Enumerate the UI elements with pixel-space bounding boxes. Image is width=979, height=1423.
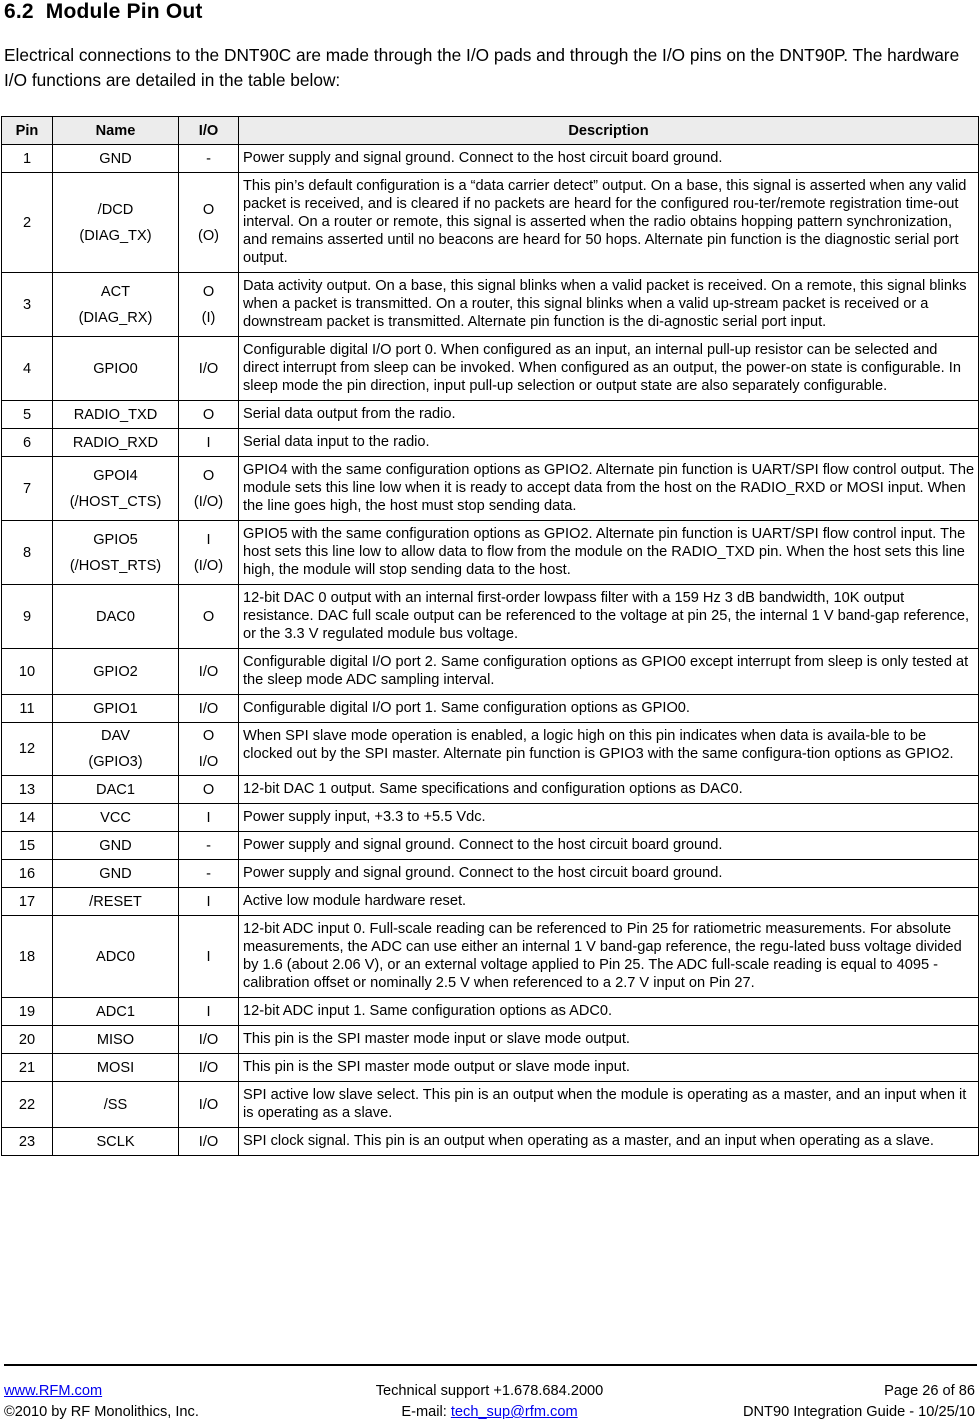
name-cell xyxy=(53,916,179,998)
name-cell xyxy=(53,832,179,860)
pin-io: O xyxy=(202,283,215,300)
pin-description: Power supply and signal ground. Connect to the host circuit board ground. xyxy=(243,150,723,166)
pin-description: Active low module hardware reset. xyxy=(243,893,467,909)
name-cell xyxy=(53,273,179,337)
pin-description: This pin is the SPI master mode output or slave mode input. xyxy=(243,1059,630,1075)
pin-name: GPIO0 xyxy=(93,360,138,377)
pin-number: 9 xyxy=(22,608,32,625)
pin-io-alt: (I) xyxy=(201,309,216,326)
io-cell xyxy=(179,1054,239,1082)
pin-description: 12-bit ADC input 1. Same configuration options as ADC0. xyxy=(243,1003,613,1019)
io-cell xyxy=(179,585,239,649)
pin-name: DAC1 xyxy=(96,781,135,798)
pin-number: 20 xyxy=(18,1031,36,1048)
pin-io: I xyxy=(206,948,211,965)
name-cell xyxy=(53,998,179,1026)
description-cell xyxy=(239,401,979,429)
pin-number: 5 xyxy=(22,406,32,423)
pin-name: MISO xyxy=(96,1031,135,1048)
pin-name-alt: (/HOST_CTS) xyxy=(69,493,162,510)
table-row xyxy=(2,804,979,832)
pin-name: RADIO_RXD xyxy=(72,434,159,451)
pin-number: 21 xyxy=(18,1059,36,1076)
pin-description: Power supply input, +3.3 to +5.5 Vdc. xyxy=(243,809,486,825)
pin-io: O xyxy=(202,608,215,625)
pin-io: I xyxy=(206,809,211,826)
pin-io-alt: (O) xyxy=(197,227,220,244)
section-number: 6.2 xyxy=(4,0,34,23)
pin-name: ADC0 xyxy=(96,948,135,965)
pin-io: I/O xyxy=(198,360,219,377)
description-cell xyxy=(239,649,979,695)
name-cell xyxy=(53,401,179,429)
pin-cell xyxy=(2,457,53,521)
name-cell xyxy=(53,457,179,521)
pin-name: GND xyxy=(99,837,132,854)
pin-description: Power supply and signal ground. Connect to the host circuit board ground. xyxy=(243,837,723,853)
pin-name: GPIO5 xyxy=(93,531,138,548)
pin-description: Configurable digital I/O port 0. When configured as an input, an internal pull-up resistor can be selected and direct interrupt from sleep can be invoked. When configured as an output, the power-on state is configurable. In sleep mode the pin direction, input pull-up selection or output state are also separately configurable. xyxy=(243,342,961,394)
pin-number: 6 xyxy=(22,434,32,451)
pin-number: 10 xyxy=(18,663,36,680)
table-row xyxy=(2,1026,979,1054)
pin-description: 12-bit ADC input 0. Full-scale reading can be referenced to Pin 25 for ratiometric measurements. For absolute measurements, the ADC can use either an internal 1 V band-gap reference, the regu-lated buss voltage divided by 1.6 (about 2.06 V), or an external voltage applied to Pin 25. The ADC full-scale reading is equal to 4095 - calibration offset or nominally 2.5 V when referenced to a 2.7 V input on Pin 27. xyxy=(243,921,962,991)
pin-name: VCC xyxy=(100,809,131,826)
pin-io: O xyxy=(202,781,215,798)
pin-number: 16 xyxy=(18,865,36,882)
pin-cell xyxy=(2,1082,53,1128)
pin-cell xyxy=(2,723,53,776)
pin-name: DAC0 xyxy=(96,608,135,625)
pin-description: 12-bit DAC 1 output. Same specifications and configuration options as DAC0. xyxy=(243,781,743,797)
name-cell xyxy=(53,337,179,401)
name-cell xyxy=(53,1128,179,1156)
table-row xyxy=(2,521,979,585)
description-cell xyxy=(239,1026,979,1054)
pin-number: 4 xyxy=(22,360,32,377)
pin-name: /RESET xyxy=(89,893,142,910)
pin-cell xyxy=(2,695,53,723)
description-cell xyxy=(239,457,979,521)
description-cell xyxy=(239,832,979,860)
description-cell xyxy=(239,1082,979,1128)
pin-name: RADIO_TXD xyxy=(73,406,158,423)
description-cell xyxy=(239,888,979,916)
io-cell xyxy=(179,804,239,832)
io-cell xyxy=(179,860,239,888)
website-link[interactable]: www.RFM.com xyxy=(4,1383,103,1399)
pin-number: 3 xyxy=(22,296,32,313)
pin-name-alt: (GPIO3) xyxy=(88,754,143,770)
pin-name: GPIO2 xyxy=(93,663,138,680)
pin-description: This pin is the SPI master mode input or slave mode output. xyxy=(243,1031,630,1047)
pin-io-alt: (I/O) xyxy=(193,557,224,574)
pin-io: I/O xyxy=(198,1059,219,1076)
description-cell xyxy=(239,429,979,457)
pin-name: MOSI xyxy=(96,1059,135,1076)
header-pin: Pin xyxy=(2,117,53,145)
pin-name: DAV xyxy=(101,728,130,744)
table-row xyxy=(2,998,979,1026)
pin-name: SCLK xyxy=(96,1133,135,1150)
pin-name: ACT xyxy=(100,283,131,300)
io-cell xyxy=(179,695,239,723)
pin-cell xyxy=(2,521,53,585)
description-cell xyxy=(239,723,979,776)
table-row xyxy=(2,1128,979,1156)
pin-cell xyxy=(2,1026,53,1054)
table-row xyxy=(2,1082,979,1128)
pin-number: 1 xyxy=(22,150,32,167)
io-cell xyxy=(179,1026,239,1054)
pin-description: GPIO4 with the same configuration options as GPIO2. Alternate pin function is UART/SPI flow control output. The module sets this line low when it is ready to accept data from the host on the RADIO_RXD or MOSI input. When the line goes high, the host must stop sending data. xyxy=(243,462,975,514)
pin-io: O xyxy=(202,406,215,423)
pin-out-table xyxy=(1,116,979,1156)
pin-cell xyxy=(2,860,53,888)
pin-description: SPI active low slave select. This pin is an output when the module is operating as a master, and an input when it is operating as a slave. xyxy=(243,1087,967,1121)
io-cell xyxy=(179,832,239,860)
pin-io: I/O xyxy=(198,700,219,717)
pin-io-alt: (I/O) xyxy=(193,493,224,510)
table-header-row xyxy=(2,117,979,145)
pin-io: I/O xyxy=(198,1133,219,1150)
pin-io: I/O xyxy=(198,1096,219,1113)
header-description: Description xyxy=(239,117,979,145)
name-cell xyxy=(53,804,179,832)
io-cell xyxy=(179,649,239,695)
pin-name: GND xyxy=(99,150,132,167)
name-cell xyxy=(53,429,179,457)
support-phone: Technical support +1.678.684.2000 xyxy=(375,1383,604,1399)
pin-cell xyxy=(2,1054,53,1082)
name-cell xyxy=(53,585,179,649)
description-cell xyxy=(239,1054,979,1082)
description-cell xyxy=(239,695,979,723)
email-link[interactable]: tech_sup@rfm.com xyxy=(450,1404,578,1420)
name-cell xyxy=(53,1054,179,1082)
pin-io: I xyxy=(206,893,211,910)
name-cell xyxy=(53,1082,179,1128)
table-row xyxy=(2,916,979,998)
description-cell xyxy=(239,273,979,337)
pin-io: O xyxy=(202,467,215,484)
io-cell xyxy=(179,888,239,916)
footer-right xyxy=(743,1381,975,1423)
pin-cell xyxy=(2,429,53,457)
section-title: Module Pin Out xyxy=(45,0,203,23)
table-row xyxy=(2,723,979,776)
pin-number: 13 xyxy=(18,781,36,798)
pin-name: GPOI4 xyxy=(93,467,138,484)
pin-cell xyxy=(2,832,53,860)
description-cell xyxy=(239,173,979,273)
table-row xyxy=(2,888,979,916)
name-cell xyxy=(53,776,179,804)
io-cell xyxy=(179,1128,239,1156)
pin-name: /DCD xyxy=(97,201,134,218)
pin-description: SPI clock signal. This pin is an output when operating as a master, and an input when operating as a slave. xyxy=(243,1133,934,1149)
pin-number: 7 xyxy=(22,480,32,497)
pin-description: When SPI slave mode operation is enabled, a logic high on this pin indicates when data is availa-ble to be clocked out by the SPI master. Alternate pin function is GPIO3 with the same configura-tion options as GPIO2. xyxy=(243,728,954,762)
io-cell xyxy=(179,429,239,457)
pin-description: 12-bit DAC 0 output with an internal first-order lowpass filter with a 159 Hz 3 dB bandwidth, 10K output resistance. DAC full scale output can be referenced to the voltage at pin 25, the internal 1 V band-gap reference, or the 3.3 V regulated module bus voltage. xyxy=(243,590,970,642)
name-cell xyxy=(53,723,179,776)
io-cell xyxy=(179,776,239,804)
email-label: E-mail: xyxy=(401,1404,451,1420)
intro-paragraph: Electrical connections to the DNT90C are made through the I/O pads and through the I/O pins on the DNT90P. The hardware I/O functions are detailed in the table below: xyxy=(4,45,960,90)
table-row xyxy=(2,860,979,888)
pin-description: Configurable digital I/O port 2. Same configuration options as GPIO0 except interrupt from sleep is only tested at the sleep mode ADC sampling interval. xyxy=(243,654,969,688)
pin-cell xyxy=(2,145,53,173)
pin-number: 17 xyxy=(18,893,36,910)
table-row xyxy=(2,585,979,649)
pin-name: GPIO1 xyxy=(93,700,138,717)
pin-io: I/O xyxy=(198,663,219,680)
table-body xyxy=(2,145,979,1156)
footer-divider xyxy=(4,1364,977,1366)
io-cell xyxy=(179,173,239,273)
pin-description: Data activity output. On a base, this signal blinks when a valid packet is received. On a remote, this signal blinks when a packet is transmitted. On a router, this signal blinks when a valid up-stream packet is received or a downstream packet is transmitted. Alternate pin function is the di-agnostic serial port input. xyxy=(243,278,967,330)
pin-io: I xyxy=(206,1003,211,1020)
pin-number: 19 xyxy=(18,1003,36,1020)
description-cell xyxy=(239,521,979,585)
io-cell xyxy=(179,723,239,776)
pin-description: This pin’s default configuration is a “data carrier detect” output. On a base, this signal is asserted when any valid packet is received, and is cleared if no packets are heard for the configured rou-ter/remote registration time-out interval. On a router or remote, this signal is asserted when the radio obtains hopping pattern synchronization, and remains asserted until no beacons are heard for 50 hops. Alternate pin function is the diagnostic serial port output. xyxy=(243,178,967,266)
pin-name-alt: (/HOST_RTS) xyxy=(69,557,162,574)
pin-name-alt: (DIAG_RX) xyxy=(78,309,153,326)
io-cell xyxy=(179,337,239,401)
name-cell xyxy=(53,173,179,273)
table-row xyxy=(2,1054,979,1082)
pin-description: GPIO5 with the same configuration options as GPIO2. Alternate pin function is UART/SPI flow control input. The host sets this line low to allow data to flow from the module on the RADIO_TXD pin. When the host sets this line high, the module will stop sending data to the host. xyxy=(243,526,966,578)
io-cell xyxy=(179,273,239,337)
description-cell xyxy=(239,1128,979,1156)
pin-cell xyxy=(2,888,53,916)
table-row xyxy=(2,273,979,337)
pin-cell xyxy=(2,585,53,649)
pin-io: - xyxy=(206,150,211,167)
io-cell xyxy=(179,401,239,429)
pin-cell xyxy=(2,649,53,695)
pin-name: /SS xyxy=(103,1096,128,1113)
io-cell xyxy=(179,145,239,173)
pin-description: Configurable digital I/O port 1. Same configuration options as GPIO0. xyxy=(243,700,690,716)
table-row xyxy=(2,401,979,429)
io-cell xyxy=(179,457,239,521)
table-row xyxy=(2,776,979,804)
name-cell xyxy=(53,521,179,585)
header-name: Name xyxy=(53,117,179,145)
page-number: Page 26 of 86 xyxy=(884,1383,975,1399)
pin-cell xyxy=(2,1128,53,1156)
pin-description: Power supply and signal ground. Connect to the host circuit board ground. xyxy=(243,865,723,881)
description-cell xyxy=(239,998,979,1026)
pin-number: 23 xyxy=(18,1133,36,1150)
pin-number: 11 xyxy=(19,700,35,717)
pin-io: O xyxy=(202,201,215,218)
pin-io: O xyxy=(202,728,215,744)
io-cell xyxy=(179,1082,239,1128)
pin-name-alt: (DIAG_TX) xyxy=(79,227,152,244)
pin-io: - xyxy=(206,865,211,882)
name-cell xyxy=(53,649,179,695)
table-row xyxy=(2,173,979,273)
pin-io: I/O xyxy=(198,1031,219,1048)
pin-description: Serial data input to the radio. xyxy=(243,434,430,450)
pin-number: 2 xyxy=(22,214,32,231)
table-row xyxy=(2,695,979,723)
table-row xyxy=(2,145,979,173)
name-cell xyxy=(53,888,179,916)
doc-title: DNT90 Integration Guide - 10/25/10 xyxy=(742,1404,975,1420)
pin-io: I xyxy=(206,531,211,548)
table-row xyxy=(2,337,979,401)
description-cell xyxy=(239,804,979,832)
name-cell xyxy=(53,695,179,723)
table-row xyxy=(2,832,979,860)
description-cell xyxy=(239,916,979,998)
io-cell xyxy=(179,916,239,998)
pin-cell xyxy=(2,916,53,998)
pin-io: - xyxy=(206,837,211,854)
pin-cell xyxy=(2,804,53,832)
pin-cell xyxy=(2,337,53,401)
pin-name: GND xyxy=(99,865,132,882)
header-io: I/O xyxy=(179,117,239,145)
pin-number: 18 xyxy=(18,948,36,965)
name-cell xyxy=(53,1026,179,1054)
io-cell xyxy=(179,998,239,1026)
pin-number: 22 xyxy=(18,1096,36,1113)
name-cell xyxy=(53,860,179,888)
pin-cell xyxy=(2,998,53,1026)
description-cell xyxy=(239,585,979,649)
name-cell xyxy=(53,145,179,173)
description-cell xyxy=(239,776,979,804)
description-cell xyxy=(239,337,979,401)
section-heading xyxy=(4,0,203,24)
pin-number: 14 xyxy=(18,809,36,826)
pin-cell xyxy=(2,173,53,273)
pin-description: Serial data output from the radio. xyxy=(243,406,456,422)
table-row xyxy=(2,429,979,457)
pin-io: I xyxy=(206,434,211,451)
pin-cell xyxy=(2,401,53,429)
pin-number: 12 xyxy=(18,741,36,757)
io-cell xyxy=(179,521,239,585)
pin-number: 15 xyxy=(18,837,36,854)
table-row xyxy=(2,649,979,695)
description-cell xyxy=(239,860,979,888)
table-row xyxy=(2,457,979,521)
description-cell xyxy=(239,145,979,173)
pin-cell xyxy=(2,273,53,337)
pin-cell xyxy=(2,776,53,804)
copyright: ©2010 by RF Monolithics, Inc. xyxy=(4,1404,199,1420)
pin-name: ADC1 xyxy=(96,1003,135,1020)
pin-io-alt: I/O xyxy=(198,754,219,770)
pin-number: 8 xyxy=(22,544,32,561)
